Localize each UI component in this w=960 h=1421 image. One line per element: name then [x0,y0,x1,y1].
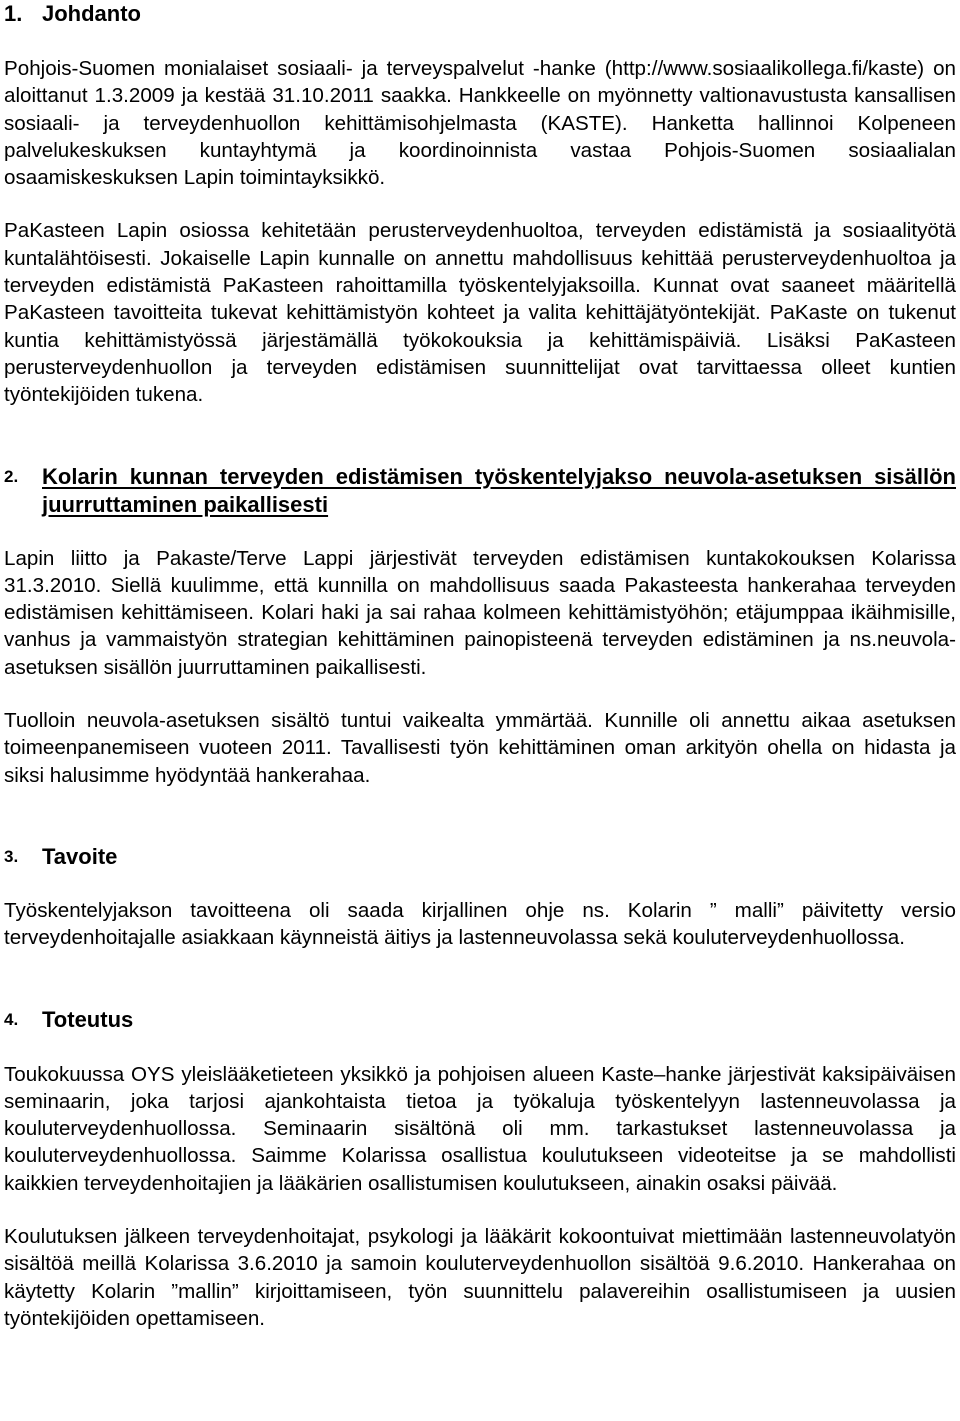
document-page [4,0,956,1332]
section-number: 1. [4,1,23,26]
section-number: 3. [4,846,19,866]
section-2-heading [4,463,956,519]
section-title: Toteutus [42,1006,134,1032]
section-1-heading [4,0,956,28]
paragraph: Toukokuussa OYS yleislääketieteen yksikkö ja pohjoisen alueen Kaste–hanke järjestivät kaksipäiväisen seminaarin, joka tarjosi ajankohtaista tietoa ja työkaluja työskentelyyn lastenneuvolassa ja kouluterveydenhuollossa. Seminaarin sisältönä oli mm. tarkastukset lastenneuvolassa ja kouluterveydenhuollossa. Saimme Kolarissa osallistua koulutukseen videoteitse ja se mahdollisti kaikkien terveydenhoitajien ja lääkärien osallistumisen koulutukseen, ainakin osaksi päivää. [4,1062,956,1195]
paragraph: PaKasteen Lapin osiossa kehitetään perusterveydenhuoltoa, terveyden edistämistä ja sosiaalityötä kuntalähtöisesti. Jokaiselle Lapin kunnalle on annettu mahdollisuus kehittää perusterveydenhuoltoa ja terveyden edistämistä PaKasteen rahoittamilla työskentelyjaksoilla. Kunnat ovat saaneet määritellä PaKasteen tavoitteita tukevat kehittämistyön kohteet ja valita kehittäjätyöntekijät. PaKaste on tukenut kuntia kehittämistyössä järjestämällä työkokouksia ja kehittämispäiviä. Lisäksi PaKasteen perusterveydenhuollon ja terveyden edistämisen suunnittelijat ovat tarvittaessa olleet kuntien työntekijöiden tukena. [4,219,956,407]
section-number: 4. [4,1009,19,1029]
section-title: Johdanto [42,1,141,26]
section-3-heading [4,843,956,871]
paragraph: Lapin liitto ja Pakaste/Terve Lappi järjestivät terveyden edistämisen kuntakokouksen Kolarissa 31.3.2010. Siellä kuulimme, että kunnilla on mahdollisuus saada Pakasteesta hankerahaa terveyden edistämisen kehittämiseen. Kolari haki ja sai rahaa kolmeen kehittämistyöhön; etäjumppaa ikäihmisille, vanhus ja vammaistyön strategian kehittäminen painopisteenä terveyden edistäminen ja ns.neuvola-asetuksen sisällön juurruttaminen paikallisesti. [4,546,956,679]
paragraph: Pohjois-Suomen monialaiset sosiaali- ja terveyspalvelut -hanke (http://www.sosiaalikollega.fi/kaste) on aloittanut 1.3.2009 ja kestää 31.10.2011 saakka. Hankkeelle on myönnetty valtionavustusta kansallisen sosiaali- ja terveydenhuollon kehittämisohjelmasta (KASTE). Hanketta hallinnoi Kolpeneen palvelukeskuksen kuntayhtymä ja koordinoinnista vastaa Pohjois-Suomen sosiaalialan osaamiskeskuksen Lapin toimintayksikkö. [4,57,956,190]
paragraph: Koulutuksen jälkeen terveydenhoitajat, psykologi ja lääkärit kokoontuivat miettimään lastenneuvolatyön sisältöä meillä Kolarissa 3.6.2010 ja samoin kouluterveydenhuollon sisältöä 9.6.2010. Hankerahaa on käytetty Kolarin ”mallin” kirjoittamiseen, työn suunnittelu palavereihin osallistumiseen ja uusien työntekijöiden opettamiseen. [4,1225,956,1330]
section-number: 2. [4,466,19,486]
paragraph: Tuolloin neuvola-asetuksen sisältö tuntui vaikealta ymmärtää. Kunnille oli annettu aikaa asetuksen toimeenpanemiseen vuoteen 2011. Tavallisesti työn kehittäminen oman arkityön ohella on hidasta ja siksi halusimme hyödyntää hankerahaa. [4,709,956,787]
paragraph: Työskentelyjakson tavoitteena oli saada kirjallinen ohje ns. Kolarin ” malli” päivitetty versio terveydenhoitajalle asiakkaan käynneistä äitiys ja lastenneuvolassa sekä kouluterveydenhuollossa. [4,898,956,950]
section-4-heading [4,1006,956,1034]
section-title: Tavoite [42,843,118,869]
section-title: Kolarin kunnan terveyden edistämisen työskentelyjakso neuvola-asetuksen sisällön juurruttaminen paikallisesti [42,463,956,517]
